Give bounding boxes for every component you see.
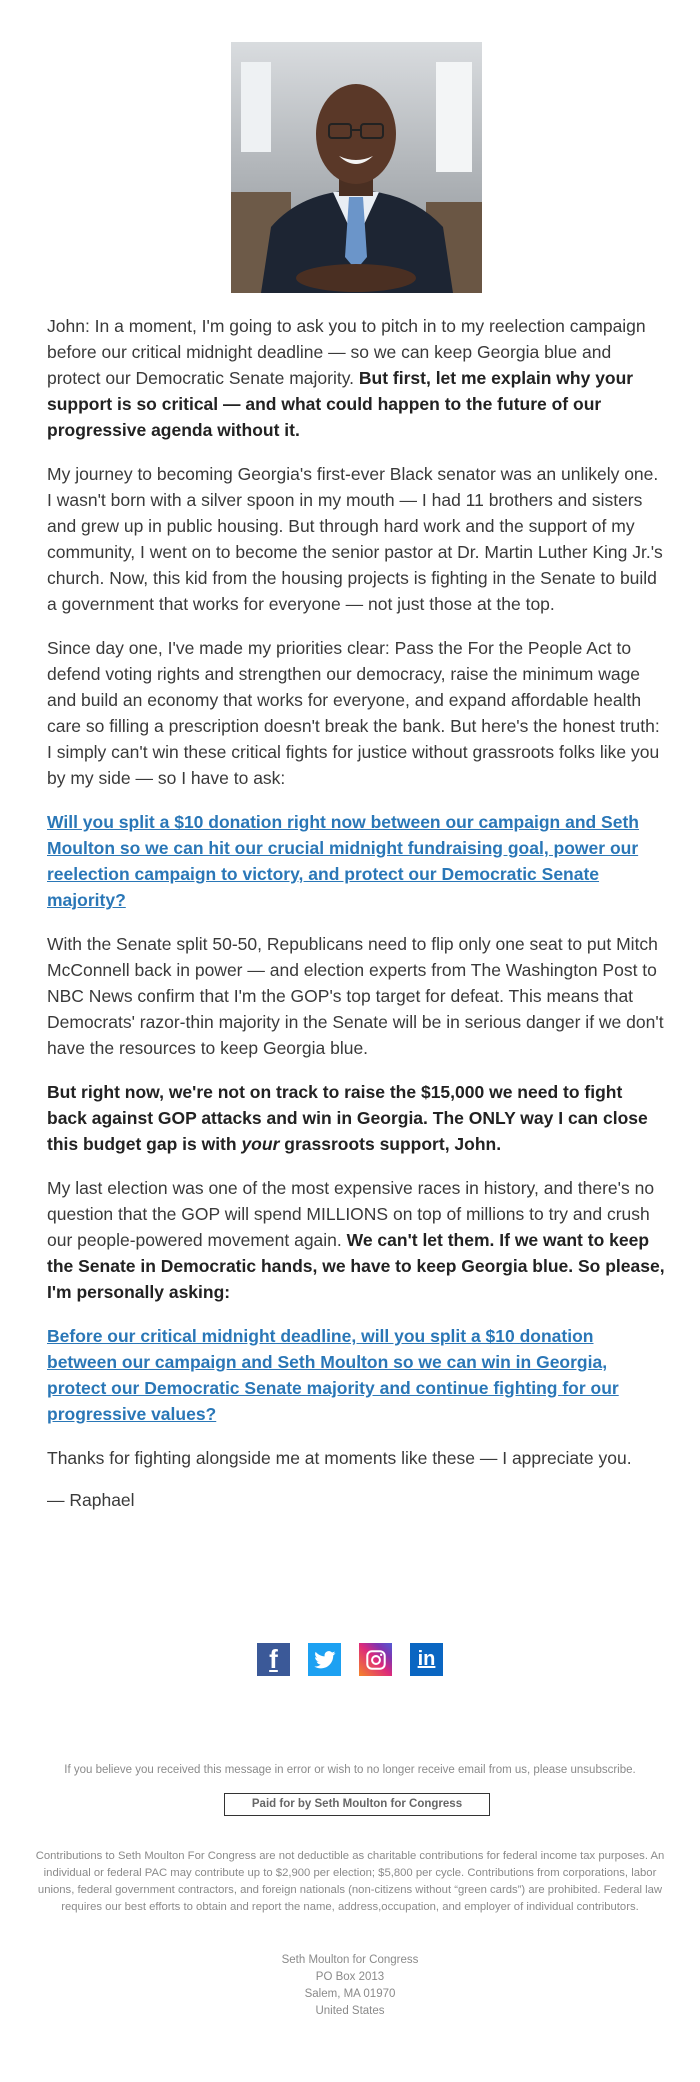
social-links <box>0 1643 700 1676</box>
signoff: — Raphael <box>47 1490 135 1510</box>
donate-link-2[interactable]: Before our critical midnight deadline, will you split a $10 donation between our campaign and Seth Moulton so we can win in Georgia, protect our Democratic Senate majority and continue fighting for our progressive values? <box>47 1326 619 1424</box>
thanks-paragraph: Thanks for fighting alongside me at moments like these — I appreciate you. <box>47 1448 632 1468</box>
facebook-letter: f <box>269 1644 278 1674</box>
portrait-illustration <box>231 42 482 293</box>
donate-link-1[interactable]: Will you split a $10 donation right now between our campaign and Seth Moulton so we can hit our crucial midnight fundraising goal, power our reelection campaign to victory, and protect our Democratic Senate majority? <box>47 812 639 910</box>
last-election-text: My last election was one of the most expensive races in history, and there's no question that the GOP will spend MILLIONS on top of millions to try and crush our people-powered movement again. <box>47 1178 655 1250</box>
instagram-camera-icon <box>365 1649 387 1671</box>
address-line-3: Salem, MA 01970 <box>304 1988 396 2000</box>
address-line-4: United States <box>315 2005 385 2017</box>
intro-text: John: In a moment, I'm going to ask you to pitch in to my reelection campaign before our critical midnight deadline — so we can keep Georgia blue and protect our Democratic Senate majority. <box>47 316 646 388</box>
last-election-paragraph <box>47 1175 667 1305</box>
senate-split-paragraph: With the Senate split 50-50, Republicans need to flip only one seat to put Mitch McConnell back in power — and election experts from The Washington Post to NBC News confirm that I'm the GOP's top target for defeat. This means that Democrats' razor-thin majority in the Senate will be in serious danger if we don't have the resources to keep Georgia blue. <box>47 934 664 1058</box>
budget-gap-emphasis: your <box>241 1134 280 1154</box>
linkedin-letters: in <box>417 1648 436 1670</box>
priorities-paragraph: Since day one, I've made my priorities clear: Pass the For the People Act to defend voting rights and strengthen our democracy, raise the minimum wage and build an economy that works for everyone, and expand affordable health care so filling a prescription doesn't break the bank. But here's the honest truth: I simply can't win these critical fights for justice without grassroots folks like you by my side — so I have to ask: <box>47 638 660 788</box>
budget-gap-paragraph <box>47 1079 667 1157</box>
budget-gap-text-b: grassroots support, John. <box>279 1134 502 1154</box>
address-line-1: Seth Moulton for Congress <box>281 1954 419 1966</box>
twitter-icon[interactable] <box>308 1643 341 1676</box>
budget-gap-bold <box>47 1082 648 1154</box>
senator-portrait <box>231 42 482 293</box>
intro-paragraph <box>47 313 667 443</box>
twitter-bird-icon <box>314 1651 336 1669</box>
address-line-2: PO Box 2013 <box>315 1971 385 1983</box>
cta-paragraph-2 <box>47 1323 667 1427</box>
budget-gap-text-a: But right now, we're not on track to raise the $15,000 we need to fight back against GOP attacks and win in Georgia. The ONLY way I can close this budget gap is with <box>47 1082 648 1154</box>
unsubscribe-notice[interactable]: If you believe you received this message in error or wish to no longer receive email from us, please unsubscribe. <box>64 1764 636 1776</box>
cta-paragraph-1 <box>47 809 667 913</box>
intro-bold-text: But first, let me explain why your support is so critical — and what could happen to the future of our progressive agenda without it. <box>47 368 634 440</box>
mailing-address <box>0 1952 700 2020</box>
facebook-icon[interactable] <box>257 1643 290 1676</box>
paid-for-box: Paid for by Seth Moulton for Congress <box>224 1793 490 1816</box>
instagram-icon[interactable] <box>359 1643 392 1676</box>
email-content <box>47 313 667 1531</box>
contribution-disclaimer: Contributions to Seth Moulton For Congress are not deductible as charitable contributions for federal income tax purposes. An individual or federal PAC may contribute up to $2,900 per election; $5,800 per cycle. Contributions from corporations, labor unions, federal government contractors, and foreign nationals (non-citizens without “green cards”) are prohibited. Federal law requires our best efforts to obtain and report the name, address,occupation, and employer of individual contributors. <box>35 1850 665 1913</box>
journey-paragraph: My journey to becoming Georgia's first-ever Black senator was an unlikely one. I wasn't born with a silver spoon in my mouth — I had 11 brothers and sisters and grew up in public housing. But through hard work and the support of my community, I went on to become the senior pastor at Dr. Martin Luther King Jr.'s church. Now, this kid from the housing projects is fighting in the Senate to build a government that works for everyone — not just those at the top. <box>47 464 663 614</box>
linkedin-icon[interactable] <box>410 1643 443 1676</box>
last-election-bold: We can't let them. If we want to keep the Senate in Democratic hands, we have to keep Georgia blue. So please, I'm personally asking: <box>47 1230 665 1302</box>
